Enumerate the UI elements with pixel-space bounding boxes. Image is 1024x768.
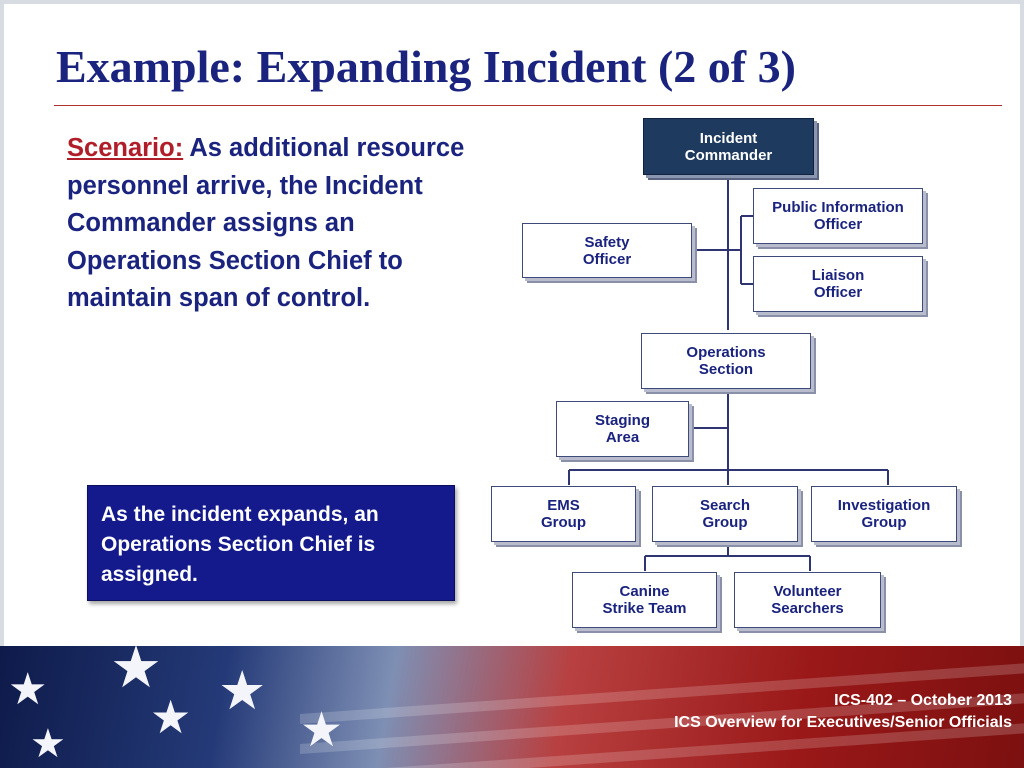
footer-course-id: ICS-402 – October 2013 [834,692,1012,709]
star-icon: ★ [150,690,192,744]
org-label: Officer [813,216,863,233]
org-label: Search [699,497,751,514]
org-box-investigation-group [811,486,957,542]
org-label: Group [861,514,907,531]
footer-course-name: ICS Overview for Executives/Senior Officials [674,714,1012,731]
org-label: Strike Team [602,600,687,617]
callout-box: As the incident expands, an Operations Section Chief is assigned. [87,485,455,601]
org-box-operations-section [641,333,811,389]
org-box-public-information-officer [753,188,923,244]
org-label: Staging [595,412,650,429]
org-box-liaison-officer [753,256,923,312]
org-label: Incident [699,129,758,147]
org-box-ems-group [491,486,636,542]
star-icon: ★ [110,646,162,701]
org-label: Group [702,514,748,531]
org-box-search-group [652,486,798,542]
footer-banner [0,646,1024,768]
star-icon: ★ [218,659,267,722]
org-label: Area [605,429,640,446]
org-label: Liaison [811,267,865,284]
org-label: Investigation [837,497,931,514]
org-label: Officer [582,250,632,268]
star-icon: ★ [8,664,48,715]
org-label: Safety [584,233,630,251]
org-label: Group [541,514,586,531]
org-label: Searchers [771,600,844,617]
star-icon: ★ [30,721,66,767]
org-box-canine-strike-team [572,572,717,628]
org-label: Volunteer [773,583,842,600]
scenario-body: As additional resource personnel arrive, the Incident Commander assigns an Operations Section Chief to maintain span of control. [67,134,465,312]
org-box-incident-commander [643,118,814,175]
org-label: Public Information [772,199,904,216]
org-box-staging-area [556,401,689,457]
org-box-safety-officer [522,223,692,278]
slide-title: Example: Expanding Incident (2 of 3) [56,41,796,92]
org-label: EMS [547,497,580,514]
org-label: Section [698,361,754,378]
org-label: Officer [813,284,863,301]
org-label: Operations [686,344,766,361]
org-label: Commander [684,146,773,164]
scenario-label: Scenario: [67,134,184,162]
org-box-volunteer-searchers [734,572,881,628]
star-icon: ★ [300,702,344,758]
footer-text [674,690,1012,734]
org-label: Canine [619,583,670,600]
